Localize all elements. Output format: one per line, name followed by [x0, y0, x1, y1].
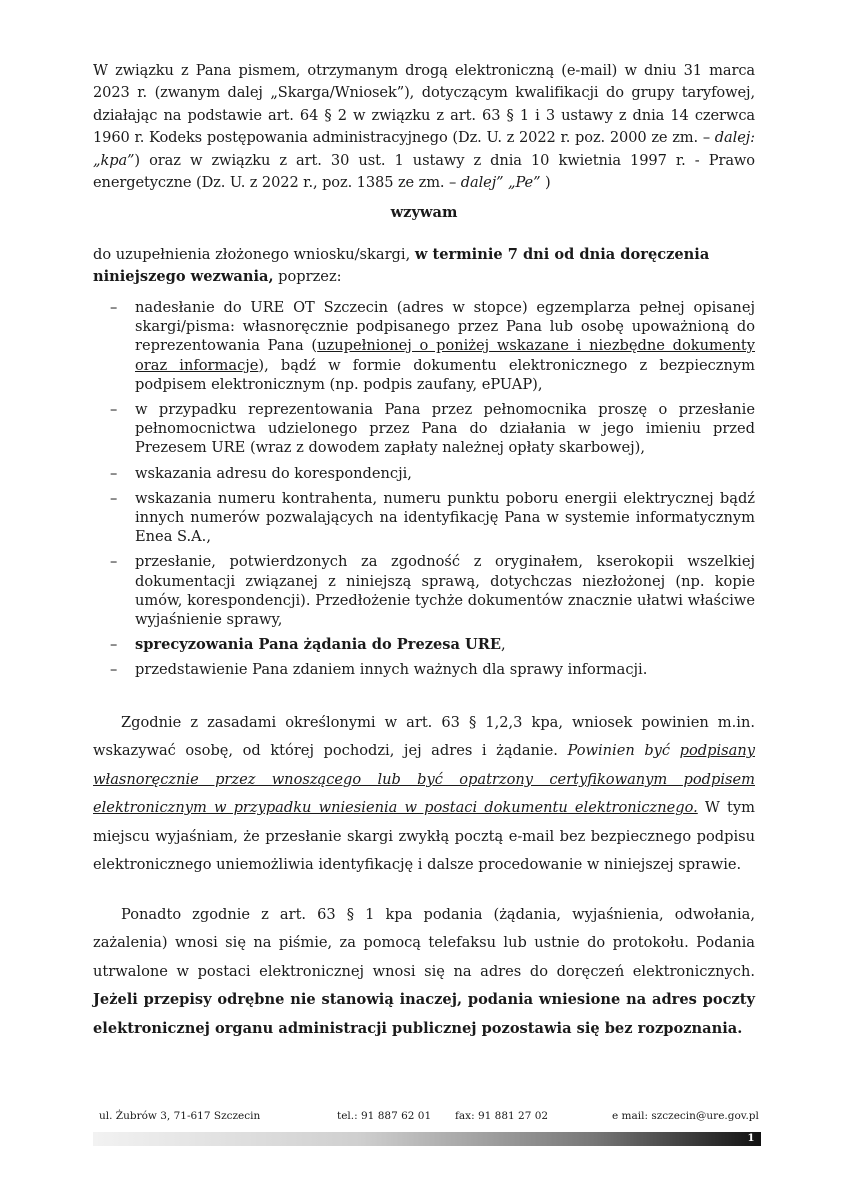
page-footer [93, 1110, 759, 1126]
para-text-end: W tym miejscu wyjaśniam, że przesłanie skargi zwykłą pocztą e-mail bez bezpiecznego podpisu elektronicznego uniemożliwia identyfikację i dalsze procedowanie w niniejszej sprawie. [93, 799, 755, 874]
item-bold-text: sprecyzowania Pana żądania do Prezesa URE [135, 636, 502, 654]
list-item [93, 635, 755, 654]
intro-text: W związku z Pana pismem, otrzymanym drogą elektroniczną (e-mail) w dniu 31 marca 2023 r. (zwanym dalej „Skarga/Wniosek”), dotyczącym kwalifikacji do grupy taryfowej, działając na podstawie art. 64 § 2 w związku z art. 63 § 1 i 3 ustawy z dnia 14 czerwca 1960 r. Kodeks postępowania administracyjnego (Dz. U. z 2022 r. poz. 2000 ze zm. – [93, 62, 755, 147]
intro-text-cont: ) oraz w związku z art. 30 ust. 1 ustawy z dnia 10 kwietnia 1997 r. - Prawo energetyczne (Dz. U. z 2022 r., poz. 1385 ze zm. – [93, 151, 755, 192]
item-text-end: , [501, 636, 506, 654]
dash-bullet: – [110, 553, 118, 571]
dash-bullet: – [110, 299, 118, 316]
summons-heading: wzywam [390, 204, 458, 221]
dash-bullet: – [110, 661, 118, 679]
legal-paragraph-2 [93, 901, 755, 1043]
dash-bullet: – [110, 636, 118, 654]
kpa-abbrev: dalej: „kpa” [93, 129, 755, 169]
para-bold-text: Jeżeli przepisy odrębne nie stanowią inaczej, podania wniesione na adres poczty elektronicznej organu administracji publicznej pozostawia się bez rozpoznania. [93, 991, 755, 1037]
legal-paragraph-1 [93, 709, 755, 879]
intro-text-end: ) [540, 174, 551, 192]
item-text: wskazania adresu do korespondencji, [135, 464, 412, 482]
page-number: 1 [747, 1133, 755, 1144]
dash-bullet: – [110, 464, 118, 482]
footer-email: e mail: szczecin@ure.gov.pl [612, 1110, 759, 1122]
dash-bullet: – [110, 489, 118, 507]
item-underlined-text: uzupełnionej o poniżej wskazane i niezbędne dokumenty oraz informacje [135, 337, 756, 374]
item-text: nadesłanie do URE OT Szczecin (adres w stopce) egzemplarza pełnej opisanej skargi/pisma: własnoręcznie podpisanego przez Pana lub osobę upoważnioną do reprezentowania Pana ( [135, 299, 755, 355]
list-item [93, 660, 755, 679]
request-paragraph [93, 244, 755, 289]
para-text: Zgodnie z zasadami określonymi w art. 63 § 1,2,3 kpa, wniosek powinien m.in. wskazywać osobę, od której pochodzi, jej adres i żądanie. [93, 714, 755, 760]
footer-fax: fax: 91 881 27 02 [455, 1110, 549, 1122]
para-italic-text: Powinien być [567, 742, 680, 760]
request-text: do uzupełnienia złożonego wniosku/skargi, [93, 246, 415, 263]
list-item [93, 298, 755, 394]
item-text: przedstawienie Pana zdaniem innych ważnych dla sprawy informacji. [135, 661, 648, 679]
list-item [93, 552, 755, 629]
list-item [93, 400, 755, 458]
list-item [93, 464, 755, 483]
list-item [93, 489, 755, 547]
para-text: Ponadto zgodnie z art. 63 § 1 kpa podania (żądania, wyjaśnienia, odwołania, zażalenia) wnosi się na piśmie, za pomocą telefaksu lub ustnie do protokołu. Podania utrwalone w postaci elektronicznej wnosi się na adres do doręczeń elektronicznych. [93, 906, 755, 980]
item-text: przesłanie, potwierdzonych za zgodność z oryginałem, kserokopii wszelkiej dokumentacji związanej z niniejszą sprawą, dotychczas niezłożonej (np. kopie umów, korespondencji). Przedłożenie tychże dokumentów znacznie ułatwi właściwe wyjaśnienie sprawy, [135, 553, 755, 629]
intro-paragraph [93, 60, 755, 194]
request-text-end: poprzez: [273, 268, 342, 286]
requirements-list [93, 298, 755, 686]
pe-abbrev: dalej” „Pe” [460, 174, 541, 192]
item-text: wskazania numeru kontrahenta, numeru punktu poboru energii elektrycznej bądź innych numerów pozwalających na identyfikację Pana w systemie informatycznym Enea S.A., [135, 489, 755, 546]
footer-address: ul. Żubrów 3, 71-617 Szczecin [99, 1110, 261, 1122]
deadline-text: w terminie 7 dni od dnia doręczenia niniejszego wezwania, [93, 246, 710, 286]
para-underlined-text: podpisany własnoręcznie przez wnoszącego lub być opatrzony certyfikowanym podpisem elektronicznym w przypadku wniesienia w postaci dokumentu elektronicznego. [93, 742, 755, 817]
item-text-end: ), bądź w formie dokumentu elektronicznego z bezpiecznym podpisem elektronicznym (np. podpis zaufany, ePUAP), [135, 356, 755, 393]
footer-phone: tel.: 91 887 62 01 [337, 1110, 432, 1122]
item-text: w przypadku reprezentowania Pana przez pełnomocnika proszę o przesłanie pełnomocnictwa udzielonego przez Pana do działania w jego imieniu przed Prezesem URE (wraz z dowodem zapłaty należnej opłaty skarbowej), [135, 401, 755, 457]
footer-gradient-bar [93, 1132, 761, 1146]
dash-bullet: – [110, 401, 118, 419]
